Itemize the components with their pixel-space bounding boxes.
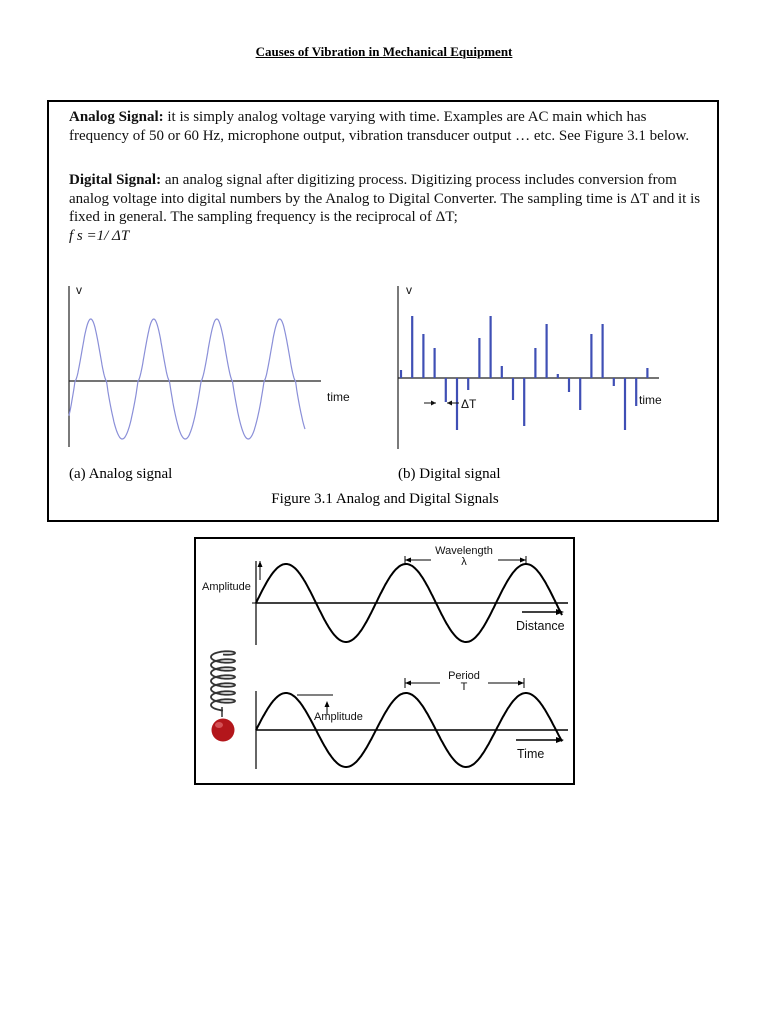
wave-diagram-box [194, 537, 575, 785]
amplitude-label-top: Amplitude [202, 581, 251, 593]
digital-samples [401, 316, 647, 430]
delta-t-arrowhead-right [447, 401, 452, 406]
caption-analog: (a) Analog signal [69, 466, 173, 482]
digital-signal-term: Digital Signal: [69, 172, 162, 188]
time-label: Time [517, 747, 545, 761]
caption-digital: (b) Digital signal [398, 466, 501, 482]
period-label: Period [448, 670, 480, 682]
signal-plots [49, 102, 717, 520]
page-title: Causes of Vibration in Mechanical Equipment [255, 44, 513, 59]
analog-signal-text: it is simply analog voltage varying with time. Examples are AC main which has frequency of 50 or 60 Hz, microphone output, vibration transducer output … etc. See Figure 3.1 below. [69, 109, 690, 144]
digital-x-label: time [639, 393, 662, 407]
wavelength-label: Wavelength [435, 545, 493, 557]
digital-y-label: v [406, 283, 412, 297]
delta-t-arrowhead-left [431, 401, 436, 406]
digital-signal-text: an analog signal after digitizing process. Digitizing process includes conversion from analog voltage into digital numbers by the Analog to Digital Converter. The sampling time is ΔT and it is fixed in general. The sampling frequency is the reciprocal of ΔT; [69, 172, 701, 225]
analog-y-label: v [76, 283, 82, 297]
wave-diagram [196, 539, 572, 782]
amplitude-bottom-arrowhead [325, 701, 330, 707]
analog-waveform [69, 319, 305, 439]
amplitude-top-arrowhead [258, 561, 263, 567]
sampling-frequency-formula: f s =1/ ΔT [69, 227, 130, 244]
period-symbol: T [460, 681, 468, 693]
digital-signal-plot [398, 283, 662, 449]
analog-digital-figure-box [47, 100, 719, 522]
mass-ball [212, 719, 235, 742]
delta-t-label: ΔT [461, 397, 477, 411]
analog-signal-term: Analog Signal: [69, 109, 164, 125]
spring-coil [211, 651, 235, 710]
amplitude-label-bottom: Amplitude [314, 711, 363, 723]
wavelength-symbol: λ [461, 556, 467, 568]
analog-signal-plot [69, 283, 350, 447]
distance-label: Distance [516, 619, 565, 633]
analog-x-label: time [327, 390, 350, 404]
figure-caption: Figure 3.1 Analog and Digital Signals [271, 491, 499, 507]
